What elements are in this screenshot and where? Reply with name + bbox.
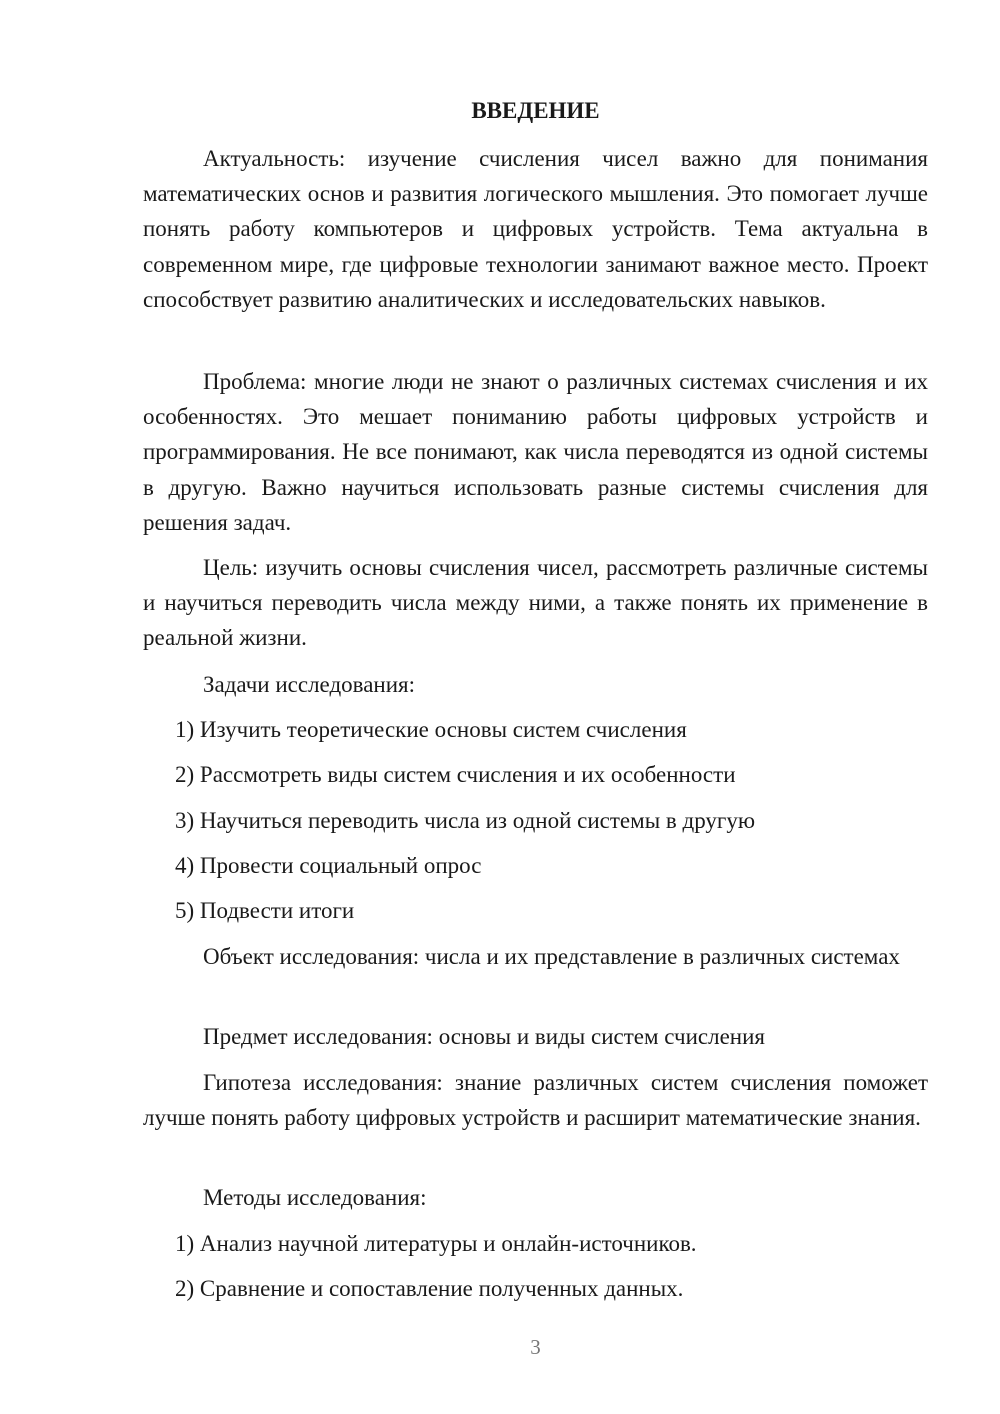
list-item: 1) Изучить теоретические основы систем счисления <box>175 717 687 742</box>
list-item: 5) Подвести итоги <box>175 898 355 923</box>
paragraph-hypothesis: Гипотеза исследования: знание различных систем счисления поможет лучше понять работу цифровых устройств и расширит математические знания. <box>143 1070 928 1131</box>
page-title: ВВЕДЕНИЕ <box>471 98 600 123</box>
tasks-heading: Задачи исследования: <box>203 672 416 697</box>
paragraph-subject: Предмет исследования: основы и виды систем счисления <box>203 1024 765 1049</box>
paragraph-object: Объект исследования: числа и их представление в различных системах <box>203 944 900 969</box>
page-number: 3 <box>530 1335 541 1359</box>
paragraph-problem: Проблема: многие люди не знают о различных системах счисления и их особенностях. Это мешает пониманию работы цифровых устройств и программирования. Не все понимают, как числа переводятся из одной системы в другую. Важно научиться использовать разные системы счисления для решения задач. <box>143 369 928 535</box>
list-item: 4) Провести социальный опрос <box>175 853 482 878</box>
list-item: 2) Рассмотреть виды систем счисления и их особенности <box>175 762 736 787</box>
list-item: 1) Анализ научной литературы и онлайн-источников. <box>175 1231 697 1256</box>
document-page <box>143 0 928 1414</box>
list-item: 2) Сравнение и сопоставление полученных данных. <box>175 1276 684 1301</box>
paragraph-goal: Цель: изучить основы счисления чисел, рассмотреть различные системы и научиться переводить числа между ними, а также понять их применение в реальной жизни. <box>143 555 928 651</box>
list-item: 3) Научиться переводить числа из одной системы в другую <box>175 808 756 833</box>
methods-heading: Методы исследования: <box>203 1185 427 1210</box>
paragraph-relevance: Актуальность: изучение счисления чисел важно для понимания математических основ и развития логического мышления. Это помогает лучше понять работу компьютеров и цифровых устройств. Тема актуальна в современном мире, где цифровые технологии занимают важное место. Проект способствует развитию аналитических и исследовательских навыков. <box>143 146 928 312</box>
